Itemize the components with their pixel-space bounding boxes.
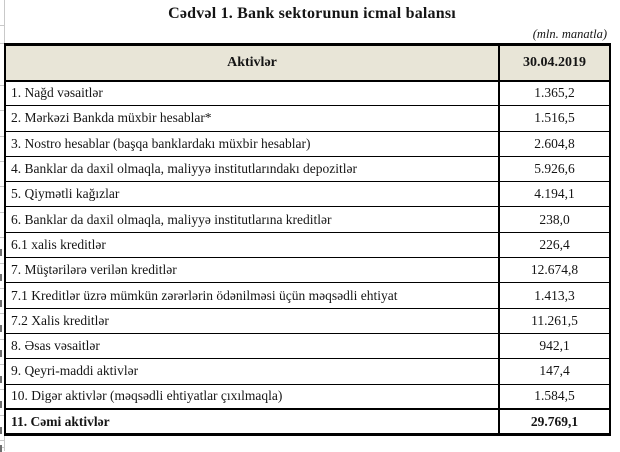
row-label: 6.1 xalis kreditlər <box>5 232 499 257</box>
gutter-tick <box>0 25 4 26</box>
table-row <box>5 359 610 384</box>
row-number-fragment <box>0 350 2 357</box>
table-row <box>5 106 610 131</box>
row-label: 5. Qiymətli kağızlar <box>5 182 499 207</box>
row-value: 1.365,2 <box>499 81 610 106</box>
row-label: 10. Digər aktivlər (məqsədli ehtiyatlar çıxılmaqla) <box>5 384 499 409</box>
table-body <box>5 81 610 435</box>
unit-note: (mln. manatla) <box>532 27 607 41</box>
row-label: 9. Qeyri-maddi aktivlər <box>5 359 499 384</box>
row-number-fragment <box>0 401 2 408</box>
table-row <box>5 81 610 106</box>
row-value: 4.194,1 <box>499 182 610 207</box>
table-row <box>5 258 610 283</box>
row-value: 2.604,8 <box>499 131 610 156</box>
table-row <box>5 156 610 181</box>
table-row <box>5 308 610 333</box>
gutter-tick <box>0 440 4 441</box>
balance-table <box>4 43 611 436</box>
table-row <box>5 409 610 434</box>
row-label: 7.2 Xalis kreditlər <box>5 308 499 333</box>
table-row <box>5 232 610 257</box>
row-label: 6. Banklar da daxil olmaqla, maliyyə institutlarına kreditlər <box>5 207 499 232</box>
row-value: 11.261,5 <box>499 308 610 333</box>
row-value: 147,4 <box>499 359 610 384</box>
row-value: 238,0 <box>499 207 610 232</box>
row-value: 5.926,6 <box>499 156 610 181</box>
row-value: 226,4 <box>499 232 610 257</box>
row-label: 7. Müştərilərə verilən kreditlər <box>5 258 499 283</box>
row-value: 12.674,8 <box>499 258 610 283</box>
row-value: 1.584,5 <box>499 384 610 409</box>
table-row <box>5 182 610 207</box>
row-label: 1. Nağd vəsaitlər <box>5 81 499 106</box>
row-label: 11. Cəmi aktivlər <box>5 409 499 434</box>
row-number-fragment <box>0 325 2 332</box>
row-number-fragment <box>0 427 2 434</box>
row-number-fragment <box>0 249 2 256</box>
row-value: 1.413,3 <box>499 283 610 308</box>
row-number-fragment <box>0 300 2 307</box>
table-row <box>5 283 610 308</box>
row-value: 942,1 <box>499 333 610 358</box>
assets-column-header: Aktivlər <box>5 45 499 81</box>
table-row <box>5 333 610 358</box>
row-label: 4. Banklar da daxil olmaqla, maliyyə institutlarındakı depozitlər <box>5 156 499 181</box>
row-number-fragment <box>0 376 2 383</box>
row-number-fragment <box>0 274 2 281</box>
header-row <box>5 45 610 81</box>
table-row <box>5 384 610 409</box>
row-label: 3. Nostro hesablar (başqa banklardakı müxbir hesablar) <box>5 131 499 156</box>
table-title: Cədvəl 1. Bank sektorunun icmal balansı <box>168 5 456 22</box>
table-row <box>5 131 610 156</box>
table-row <box>5 207 610 232</box>
row-label: 7.1 Kreditlər üzrə mümkün zərərlərin ödənilməsi üçün məqsədli ehtiyat <box>5 283 499 308</box>
row-label: 8. Əsas vəsaitlər <box>5 333 499 358</box>
date-column-header: 30.04.2019 <box>499 45 610 81</box>
row-label: 2. Mərkəzi Bankda müxbir hesablar* <box>5 106 499 131</box>
row-value: 1.516,5 <box>499 106 610 131</box>
row-value: 29.769,1 <box>499 409 610 434</box>
